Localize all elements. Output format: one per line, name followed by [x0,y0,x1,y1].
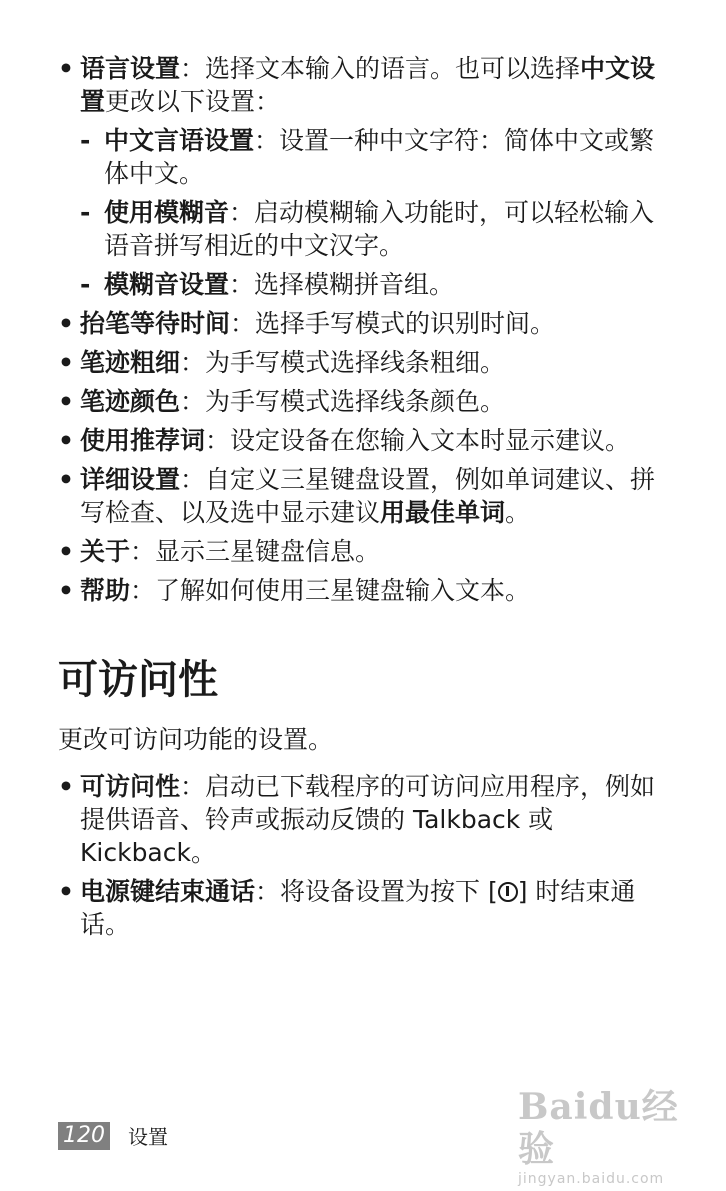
description-tail: ] 时结束通话。 [80,877,636,939]
description: ：为手写模式选择线条粗细。 [180,348,506,377]
section-intro: 更改可访问功能的设置。 [58,725,334,754]
term: 详细设置 [80,465,181,494]
term: 语言设置 [80,54,181,83]
bullet: • [58,877,74,906]
watermark-url: jingyan.baidu.com [518,1171,665,1187]
bullet: • [58,465,74,494]
list-item [58,574,670,607]
term-inline: 中文设置 [80,54,656,116]
bullet: • [58,772,74,801]
dash: - [80,198,91,227]
description: ：设定设备在您输入文本时显示建议。 [205,426,631,455]
chapter-label: 设置 [128,1125,168,1149]
language-sublist [80,124,670,301]
settings-list [58,52,670,607]
description-tail: 。 [505,498,531,527]
term: 笔迹粗细 [80,348,181,377]
term: 关于 [80,537,131,566]
description-tail: 更改以下设置： [105,87,281,116]
dash: - [80,126,91,155]
description: ：启动已下载程序的可访问应用程序，例如提供语音、铃声或振动反馈的 Talkback 或 Kickback。 [80,772,656,867]
term: 使用推荐词 [80,426,206,455]
bullet: • [58,576,74,605]
page-footer [58,1121,168,1150]
list-item [58,346,670,379]
sublist-item [80,124,670,190]
sublist-item [80,196,670,262]
term: 帮助 [80,576,131,605]
watermark-logo-text: Baidu经验 [518,1086,679,1170]
term-inline: 用最佳单词 [380,498,506,527]
description: ：了解如何使用三星键盘输入文本。 [130,576,531,605]
description: ：为手写模式选择线条颜色。 [180,387,506,416]
term: 笔迹颜色 [80,387,181,416]
description: ：选择模糊拼音组。 [229,270,455,299]
dash: - [80,270,91,299]
list-item [58,463,670,529]
bullet: • [58,309,74,338]
page-content [58,52,670,947]
term: 模糊音设置 [104,270,230,299]
list-item-language [58,52,670,301]
list-item [58,875,670,941]
term: 可访问性 [80,772,181,801]
term: 电源键结束通话 [80,877,256,906]
bullet: • [58,537,74,566]
power-key-icon [498,882,518,902]
description: ：将设备设置为按下 [ [255,877,498,906]
list-item [58,535,670,568]
description: ：选择文本输入的语言。也可以选择 [180,54,581,83]
page-number: 120 [58,1122,110,1150]
description: ：启动模糊输入功能时，可以轻松输入语音拼写相近的中文汉字。 [104,198,655,260]
description: ：设置一种中文字符：简体中文或繁体中文。 [104,126,655,188]
bullet: • [58,387,74,416]
bullet: • [58,348,74,377]
term: 中文言语设置 [104,126,255,155]
baidu-watermark [518,1086,698,1187]
description: ：选择手写模式的识别时间。 [230,309,556,338]
section-title: 可访问性 [58,657,218,703]
list-item [58,307,670,340]
list-item [58,770,670,869]
list-item [58,385,670,418]
bullet: • [58,426,74,455]
list-item [58,424,670,457]
term: 抬笔等待时间 [80,309,231,338]
description: ：自定义三星键盘设置，例如单词建议、拼写检查、以及选中显示建议 [80,465,656,527]
term: 使用模糊音 [104,198,230,227]
accessibility-list [58,770,670,941]
sublist-item [80,268,670,301]
bullet: • [58,54,74,83]
description: ：显示三星键盘信息。 [130,537,381,566]
